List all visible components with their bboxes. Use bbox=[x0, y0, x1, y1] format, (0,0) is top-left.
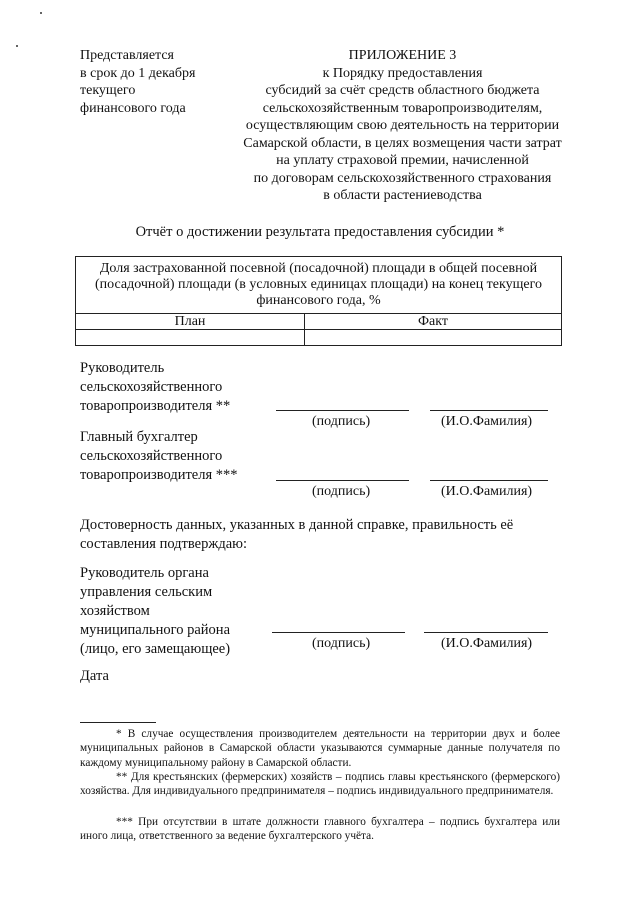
submission-note-line: в срок до 1 декабря bbox=[80, 65, 196, 81]
table-header: Доля застрахованной посевной (посадочной) площади в общей посевной (посадочной) площади (в условных единицах площади) на конец текущего финансового года, % bbox=[76, 257, 562, 314]
accountant-signature-line[interactable] bbox=[276, 480, 409, 481]
report-title: Отчёт о достижении результата предоставления субсидии * bbox=[135, 224, 505, 240]
signature-label-line: (лицо, его замещающее) bbox=[80, 641, 231, 657]
authority-name-caption: (И.О.Фамилия) bbox=[441, 636, 533, 651]
head-name-line[interactable] bbox=[430, 410, 548, 411]
appendix-line: к Порядку предоставления bbox=[322, 65, 483, 81]
footnote-3: *** При отсутствии в штате должности главного бухгалтера – подпись бухгалтера или иного лица, ответственного за ведение бухгалтерского учёта. bbox=[80, 816, 560, 843]
appendix-line: в области растениеводства bbox=[323, 188, 482, 203]
appendix-line: Самарской области, в целях возмещения части затрат bbox=[243, 135, 562, 151]
accountant-signature-caption: (подпись) bbox=[312, 484, 371, 499]
authority-signature-caption: (подпись) bbox=[312, 636, 371, 651]
signature-label-line: сельскохозяйственного bbox=[80, 448, 223, 464]
accountant-name-caption: (И.О.Фамилия) bbox=[441, 484, 533, 499]
appendix-line: субсидий за счёт средств областного бюджета bbox=[265, 83, 540, 98]
appendix-line: по договорам сельскохозяйственного страхования bbox=[253, 170, 552, 186]
signature-label-line: Руководитель bbox=[80, 360, 165, 376]
appendix-line: сельскохозяйственным товаропроизводителям, bbox=[262, 100, 543, 116]
appendix-heading bbox=[225, 47, 580, 205]
authority-signature-line[interactable] bbox=[272, 632, 405, 633]
submission-note-line: финансового года bbox=[80, 100, 186, 116]
signature-label-line: товаропроизводителя ** bbox=[80, 398, 231, 414]
head-signature-line[interactable] bbox=[276, 410, 409, 411]
signature-label-line: управления сельским bbox=[80, 584, 213, 600]
signature-label-line: Руководитель органа bbox=[80, 565, 209, 581]
confirmation-text: Достоверность данных, указанных в данной справке, правильность её составления подтверждаю: bbox=[80, 517, 514, 552]
appendix-line: осуществляющим свою деятельность на территории bbox=[245, 118, 560, 133]
signature-label-line: товаропроизводителя *** bbox=[80, 467, 238, 483]
submission-note-line: текущего bbox=[80, 83, 136, 98]
signature-label-line: сельскохозяйственного bbox=[80, 379, 223, 395]
submission-note bbox=[80, 47, 195, 117]
scan-speck bbox=[40, 12, 42, 14]
head-signature-caption: (подпись) bbox=[312, 414, 371, 429]
accountant-signature-label bbox=[80, 428, 238, 485]
accountant-name-line[interactable] bbox=[430, 480, 548, 481]
result-table bbox=[75, 256, 562, 346]
column-plan: План bbox=[76, 314, 305, 330]
authority-signature-label bbox=[80, 564, 230, 659]
submission-note-line: Представляется bbox=[80, 48, 174, 63]
footnote-separator bbox=[80, 722, 156, 723]
head-signature-label bbox=[80, 359, 230, 416]
plan-value-cell[interactable] bbox=[76, 330, 305, 346]
head-name-caption: (И.О.Фамилия) bbox=[441, 414, 533, 429]
authority-name-line[interactable] bbox=[424, 632, 548, 633]
fact-value-cell[interactable] bbox=[305, 330, 562, 346]
scan-speck bbox=[16, 45, 18, 47]
column-fact: Факт bbox=[305, 314, 562, 330]
appendix-title: ПРИЛОЖЕНИЕ 3 bbox=[348, 48, 457, 63]
footnote-1: * В случае осуществления производителем деятельности на территории двух и более муниципальных районов в Самарской области указываются суммарные данные получателя по каждому муниципальному району в Самарской области. bbox=[80, 728, 560, 769]
date-label: Дата bbox=[80, 668, 109, 684]
footnote-2: ** Для крестьянских (фермерских) хозяйств – подпись главы крестьянского (фермерского) хозяйства. Для индивидуального предпринимателя – подпись индивидуального предпринимателя. bbox=[80, 771, 560, 798]
appendix-line: на уплату страховой премии, начисленной bbox=[276, 153, 529, 168]
signature-label-line: муниципального района bbox=[80, 622, 230, 638]
signature-label-line: хозяйством bbox=[80, 603, 150, 619]
signature-label-line: Главный бухгалтер bbox=[80, 429, 198, 445]
